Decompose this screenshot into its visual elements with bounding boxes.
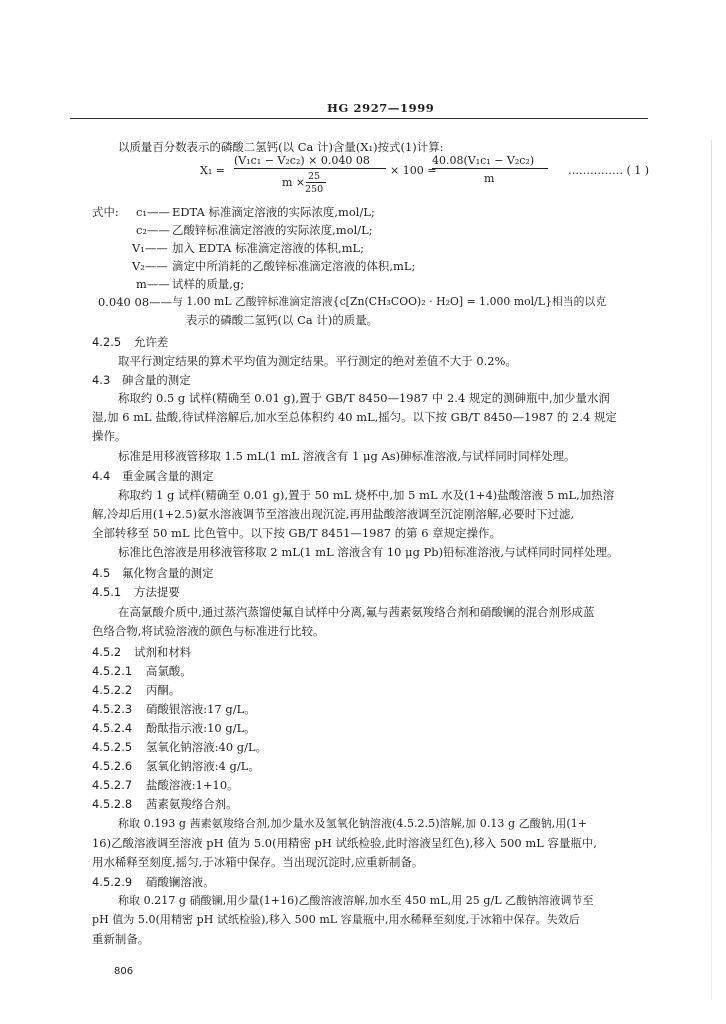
reagent-text: 盐酸溶液:1+10。 [146,778,239,792]
section-4-2-5-title: 允许差 [134,335,169,349]
reagent-number: 4.5.2.8 [92,797,133,811]
reagent-number: 4.5.2.4 [92,721,133,735]
reagent-text: 丙酮。 [146,683,181,697]
standard-code-header: HG 2927—1999 [327,101,435,115]
var-V1-text: 加入 EDTA 标准滴定溶液的体积,mL; [172,241,365,255]
var-factor-symbol: 0.040 08—— [98,295,173,309]
section-4-3-number: 4.3 [92,373,111,387]
var-factor-continuation: 表示的磷酸二氢钙(以 Ca 计)的质量。 [186,313,379,327]
section-4-3-para1-line1: 称取约 0.5 g 试样(精确至 0.01 g),置于 GB/T 8450—1987 中 2.4 规定的测砷瓶中,加少量水润 [118,391,610,405]
var-V2-text: 滴定中所消耗的乙酸锌标准滴定溶液的体积,mL; [172,259,416,273]
var-V1-symbol: V₁—— [132,241,168,255]
section-4-2-5-text: 取平行测定结果的算术平均值为测定结果。平行测定的绝对差值不大于 0.2%。 [118,354,517,368]
formula-fraction-bar-2 [432,168,548,169]
section-4-2-5-number: 4.2.5 [92,335,122,349]
section-4-5-1-number: 4.5.1 [92,585,122,599]
formula-1 [196,150,656,196]
var-c2-text: 乙酸锌标准滴定溶液的实际浓度,mol/L; [172,223,373,237]
section-4-4-para1-line3: 全部转移至 50 mL 比色管中。以下按 GB/T 8451—1987 的第 6 章规定操作。 [92,526,501,540]
scan-edge-shadow [711,140,712,1000]
reagent-number: 4.5.2.2 [92,683,133,697]
formula-subfrac-den: 250 [305,184,324,195]
reagent-text: 硝酸银溶液:17 g/L。 [146,702,256,716]
var-V2-symbol: V₂—— [132,259,168,273]
section-4-5-1-title: 方法提要 [134,585,180,599]
reagent-number: 4.5.2.5 [92,740,133,754]
formula-denominator-m: m × [282,176,306,189]
section-4-5-2-9-title: 硝酸镧溶液。 [146,875,215,889]
section-4-4-para2: 标准比色溶液是用移液管移取 2 mL(1 mL 溶液含有 10 μg Pb)铅标准溶液,与试样同时同样处理。 [118,545,619,559]
section-4-5-1-line1: 在高氯酸介质中,通过蒸汽蒸馏使氟自试样中分离,氟与茜素氨羧络合剂和硝酸镧的混合剂形成蓝 [118,605,595,619]
section-4-5-2-8-line2: 16)乙酸溶液调至溶液 pH 值为 5.0(用精密 pH 试纸检验,此时溶液呈红色),移入 500 mL 容量瓶中, [92,836,597,850]
var-m-text: 试样的质量,g; [172,277,245,291]
variables-lead: 式中: [92,205,119,219]
header-rule [70,118,648,119]
section-4-3-para1-line2: 湿,加 6 mL 盐酸,待试样溶解后,加水至总体积约 40 mL,摇匀。以下按 GB/T 8450—1987 的 2.4 规定 [92,410,617,424]
section-4-5-2-8-line1: 称取 0.193 g 茜素氨羧络合剂,加少量水及氢氧化钠溶液(4.5.2.5)溶解,加 0.13 g 乙酸钠,用(1+ [118,817,588,830]
section-4-5-2-9-line3: 重新制备。 [92,932,150,946]
reagent-number: 4.5.2.7 [92,778,133,792]
reagent-text: 茜素氨羧络合剂。 [146,797,238,811]
formula-fraction-bar-1 [234,168,386,169]
section-4-5-2-9-line2: pH 值为 5.0(用精密 pH 试纸检验),移入 500 mL 容量瓶中,用水稀释至刻度,于冰箱中保存。失效后 [92,913,580,926]
section-4-5-1-line2: 色络合物,将试验溶液的颜色与标准进行比较。 [92,624,325,638]
section-4-5-2-8-line3: 用水稀释至刻度,摇匀,于冰箱中保存。当出现沉淀时,应重新制备。 [92,855,424,869]
section-4-5-title: 氟化物含量的测定 [122,566,214,580]
section-4-5-2-number: 4.5.2 [92,645,122,659]
formula-numerator-1: (V₁c₁ − V₂c₂) × 0.040 08 [234,154,370,167]
var-c1-text: EDTA 标准滴定溶液的实际浓度,mol/L; [172,205,375,219]
formula-subfrac-num: 25 [308,171,321,182]
reagent-text: 氢氧化钠溶液:4 g/L。 [146,759,260,773]
formula-equation-number: …………… ( 1 ) [568,164,650,177]
section-4-5-2-9-line1: 称取 0.217 g 硝酸镧,用少量(1+16)乙酸溶液溶解,加水至 450 mL,用 25 g/L 乙酸钠溶液调节至 [118,894,594,907]
reagent-text: 高氯酸。 [146,664,192,678]
section-4-3-title: 砷含量的测定 [122,373,191,387]
section-4-5-2-title: 试剂和材料 [134,645,192,659]
var-m-symbol: m—— [136,277,170,291]
formula-numerator-2: 40.08(V₁c₁ − V₂c₂) [432,154,535,167]
reagent-text: 氢氧化钠溶液:40 g/L。 [146,740,268,754]
reagent-number: 4.5.2.6 [92,759,133,773]
formula-lhs: X₁ = [200,164,225,177]
reagent-number: 4.5.2.1 [92,664,133,678]
var-c2-symbol: c₂—— [136,223,170,237]
section-4-4-para1-line1: 称取约 1 g 试样(精确至 0.01 g),置于 50 mL 烧杯中,加 5 mL 水及(1+4)盐酸溶液 5 mL,加热溶 [118,488,615,502]
section-4-5-2-9-number: 4.5.2.9 [92,875,133,889]
page-number: 806 [114,966,134,977]
section-4-4-number: 4.4 [92,469,111,483]
section-4-4-title: 重金属含量的测定 [122,469,214,483]
reagent-text: 酚酞指示液:10 g/L。 [146,721,256,735]
section-4-5-number: 4.5 [92,566,111,580]
section-4-3-para2: 标准是用移液管移取 1.5 mL(1 mL 溶液含有 1 μg As)砷标准溶液,与试样同时同样处理。 [118,449,576,463]
section-4-4-para1-line2: 解,冷却后用(1+2.5)氨水溶液调节至溶液出现沉淀,再用盐酸溶液调至沉淀刚溶解,必要时下过滤, [92,507,575,521]
intro-sentence: 以质量百分数表示的磷酸二氢钙(以 Ca 计)含量(X₁)按式(1)计算: [118,140,444,154]
var-factor-text: 与 1.00 mL 乙酸锌标准滴定溶液{c[Zn(CH₃COO)₂ · H₂O] = 1.000 mol/L}相当的以克 [172,295,607,308]
reagent-number: 4.5.2.3 [92,702,133,716]
section-4-3-para1-line3: 操作。 [92,429,127,443]
formula-times-100: × 100 = [390,164,437,177]
var-c1-symbol: c₁—— [136,205,170,219]
formula-denominator-2: m [484,172,495,185]
